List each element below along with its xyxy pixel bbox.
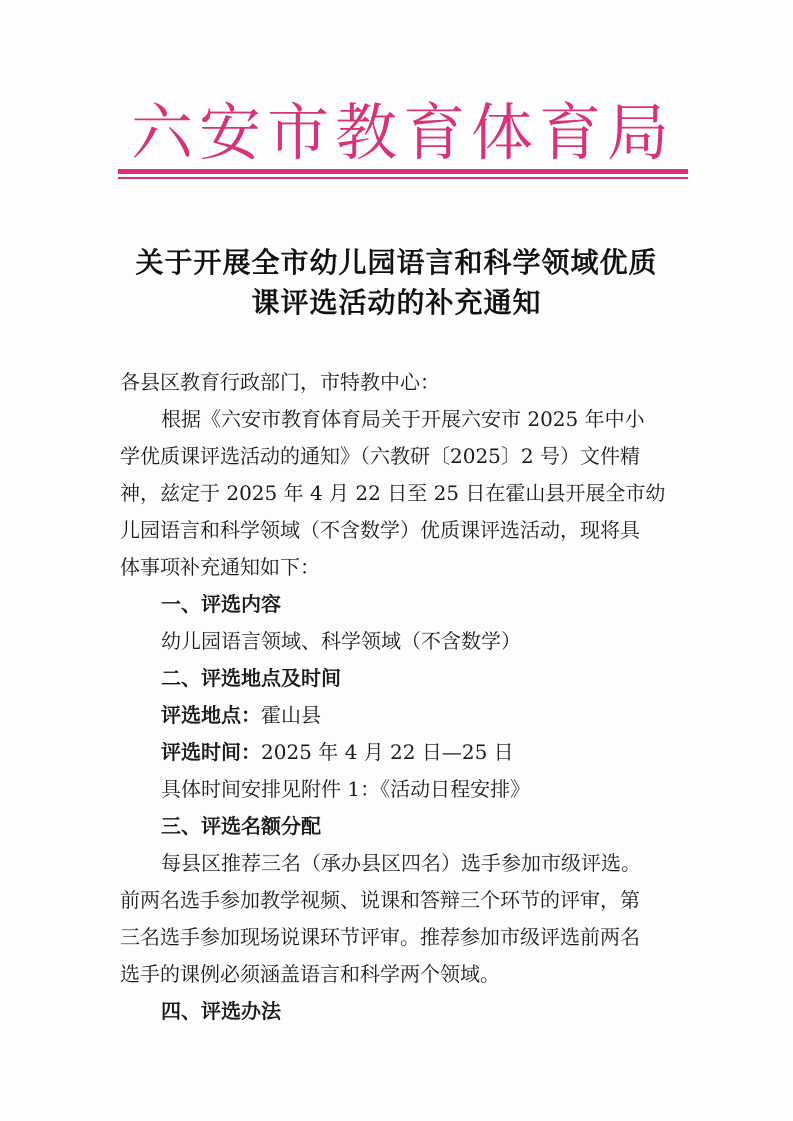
- section-3-line-1: 每县区推荐三名（承办县区四名）选手参加市级评选。: [161, 851, 641, 875]
- document-title-line-1: 关于开展全市幼儿园语言和科学领域优质: [135, 246, 658, 279]
- intro-line-4: 儿园语言和科学领域（不含数学）优质课评选活动，现将具: [120, 518, 640, 542]
- salutation: 各县区教育行政部门，市特教中心：: [120, 370, 440, 394]
- intro-line-2: 学优质课评选活动的通知》（六教研〔2025〕2 号）文件精: [120, 444, 640, 468]
- section-2-heading: 二、评选地点及时间: [161, 666, 341, 690]
- eval-time-value: 2025 年 4 月 22 日—25 日: [261, 740, 514, 764]
- section-1-content: 幼儿园语言领域、科学领域（不含数学）: [161, 629, 521, 653]
- eval-time-label: 评选时间：: [161, 740, 261, 764]
- letterhead-org-name: 六安市教育体育局: [130, 96, 675, 169]
- intro-line-1: 根据《六安市教育体育局关于开展六安市 2025 年中小: [161, 407, 645, 431]
- section-3-line-3: 三名选手参加现场说课环节评审。推荐参加市级评选前两名: [120, 925, 640, 949]
- eval-place-row: [161, 702, 321, 728]
- letterhead-red-rule-thin: [118, 177, 688, 179]
- intro-line-5: 体事项补充通知如下：: [120, 555, 320, 579]
- eval-place-value: 霍山县: [261, 703, 321, 727]
- section-1-heading: 一、评选内容: [161, 592, 281, 616]
- letterhead-red-rule-thick: [118, 169, 688, 174]
- section-3-line-2: 前两名选手参加教学视频、说课和答辩三个环节的评审，第: [120, 888, 640, 912]
- eval-time-row: [161, 739, 514, 765]
- intro-line-3: 神，兹定于 2025 年 4 月 22 日至 25 日在霍山县开展全市幼: [120, 481, 666, 505]
- document-title-line-2: 课评选活动的补充通知: [251, 286, 542, 319]
- section-3-line-4: 选手的课例必须涵盖语言和科学两个领域。: [120, 962, 500, 986]
- eval-place-label: 评选地点：: [161, 703, 261, 727]
- schedule-note: 具体时间安排见附件 1：《活动日程安排》: [161, 777, 531, 801]
- section-3-heading: 三、评选名额分配: [161, 814, 321, 838]
- section-4-heading: 四、评选办法: [161, 999, 281, 1023]
